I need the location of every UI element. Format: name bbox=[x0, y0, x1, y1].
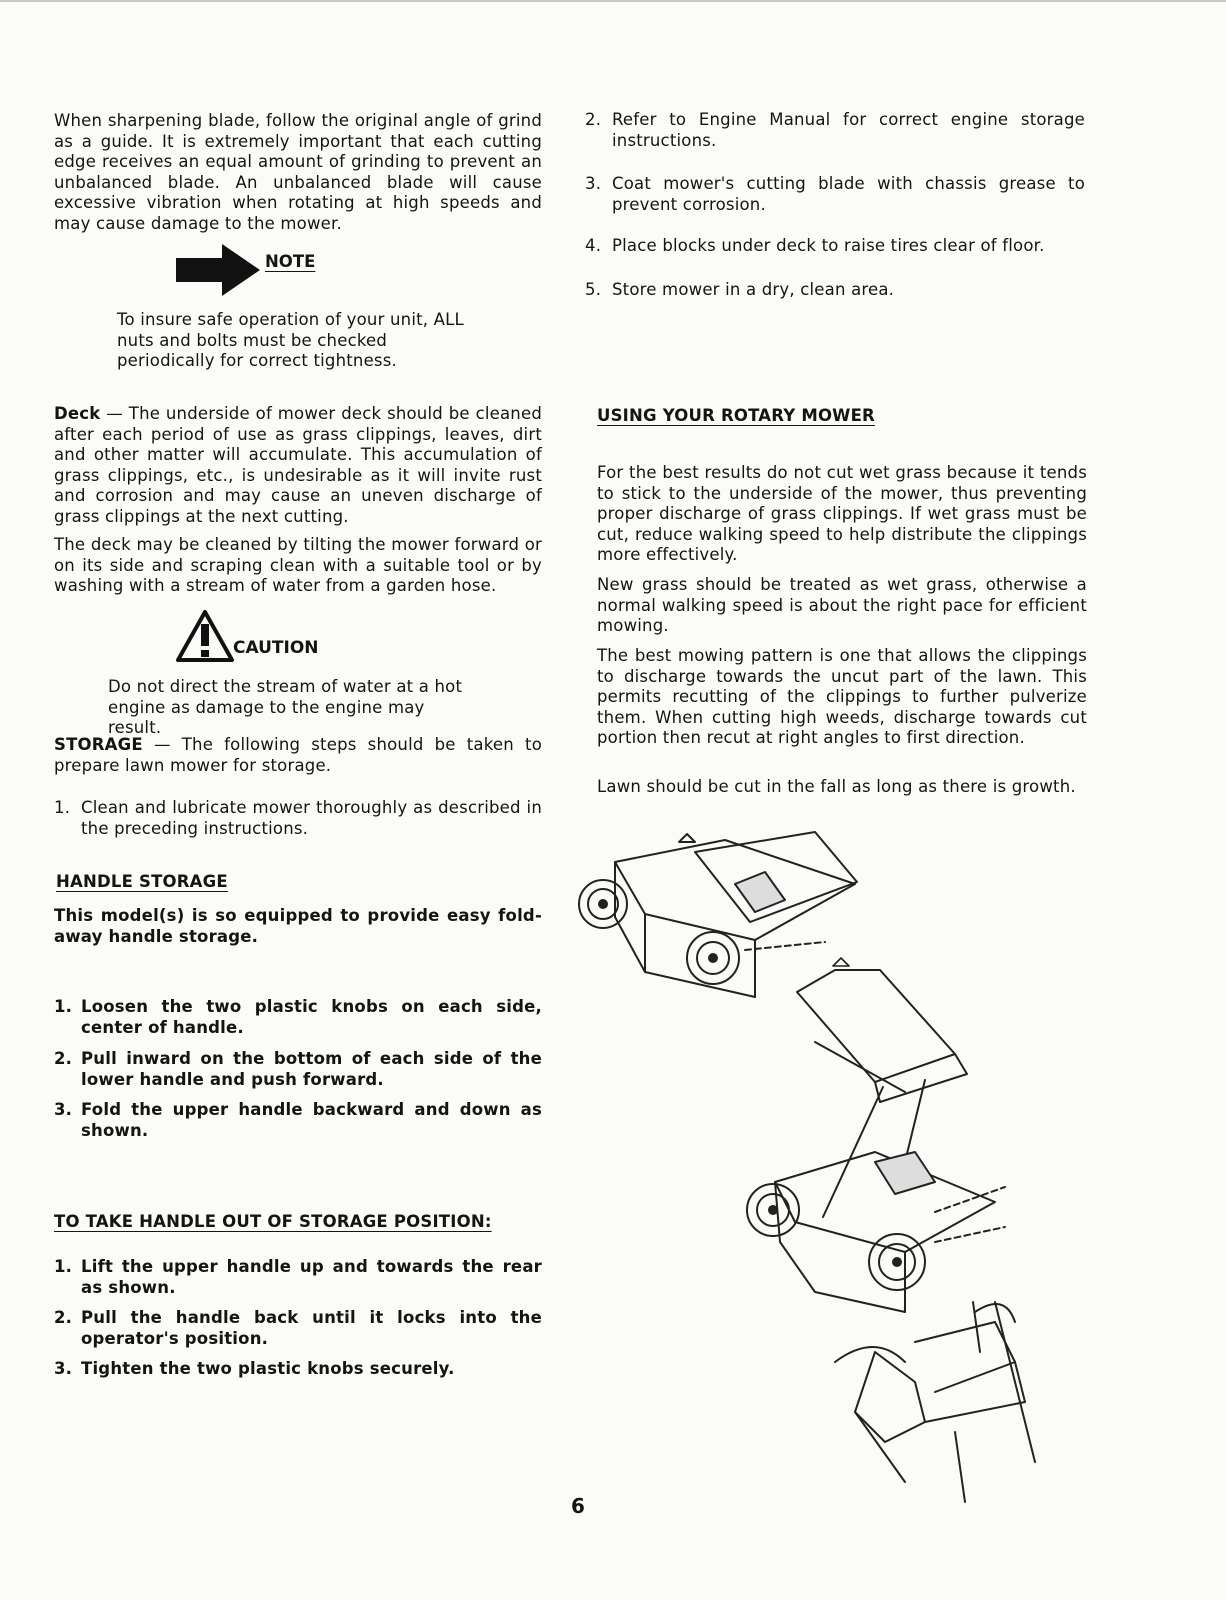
storage-step-1: 1. Clean and lubricate mower thoroughly as described in the preceding instructions. bbox=[54, 798, 542, 838]
note-text: To insure safe operation of your unit, ALL nuts and bolts must be checked periodically for correct tightness. bbox=[117, 310, 464, 370]
deck-label: Deck bbox=[54, 404, 101, 423]
using-paragraph-4: Lawn should be cut in the fall as long as there is growth. bbox=[597, 777, 1076, 796]
using-paragraph-2: New grass should be treated as wet grass, otherwise a normal walking speed is about the right pace for efficient mowing. bbox=[597, 575, 1087, 635]
sharpening-paragraph: When sharpening blade, follow the original angle of grind as a guide. It is extremely important that each cutting edge receives an equal amount of grinding to prevent an unbalanced blade. An unbalanced blade will cause excessive vibration when rotating at high speeds and may cause damage to the mower. bbox=[54, 111, 542, 233]
take-out-heading: TO TAKE HANDLE OUT OF STORAGE POSITION: bbox=[54, 1212, 492, 1231]
note-arrow-icon bbox=[176, 244, 264, 296]
handle-step: 2. Pull inward on the bottom of each side of the lower handle and push forward. bbox=[54, 1049, 542, 1089]
caution-label: CAUTION bbox=[233, 638, 319, 658]
caution-text: Do not direct the stream of water at a hot engine as damage to the engine may result. bbox=[108, 677, 463, 737]
take-out-step: 2. Pull the handle back until it locks into the operator's position. bbox=[54, 1308, 542, 1348]
raised-mower-drawing bbox=[747, 970, 1005, 1312]
take-out-step: 3. Tighten the two plastic knobs securely. bbox=[54, 1359, 455, 1378]
mower-handle-illustration bbox=[575, 822, 1095, 1502]
storage-step: 4. Place blocks under deck to raise tires clear of floor. bbox=[585, 236, 1045, 255]
handle-storage-intro: This model(s) is so equipped to provide easy fold-away handle storage. bbox=[54, 906, 542, 946]
folded-mower-drawing bbox=[579, 832, 857, 997]
hands-on-handle-drawing bbox=[835, 1302, 1035, 1502]
handle-step: 3. Fold the upper handle backward and down as shown. bbox=[54, 1100, 542, 1140]
storage-step: 3. Coat mower's cutting blade with chassis grease to prevent corrosion. bbox=[585, 174, 1085, 214]
storage-step: 5. Store mower in a dry, clean area. bbox=[585, 280, 895, 299]
storage-step: 2. Refer to Engine Manual for correct engine storage instructions. bbox=[585, 110, 1085, 150]
caution-warning-icon bbox=[176, 610, 234, 662]
storage-paragraph bbox=[54, 735, 542, 776]
storage-text: — The following steps should be taken to prepare lawn mower for storage. bbox=[54, 735, 542, 775]
deck-cleaning-paragraph: The deck may be cleaned by tilting the mower forward or on its side and scraping clean with a suitable tool or by washing with a stream of water from a garden hose. bbox=[54, 535, 542, 595]
up-arrow-icon bbox=[833, 958, 849, 966]
using-paragraph-1: For the best results do not cut wet grass because it tends to stick to the underside of the mower, thus preventing proper discharge of grass clippings. If wet grass must be cut, reduce walking speed to help distribute the clippings more effectively. bbox=[597, 463, 1087, 564]
storage-label: STORAGE bbox=[54, 735, 143, 754]
using-mower-heading: USING YOUR ROTARY MOWER bbox=[597, 406, 875, 425]
deck-paragraph bbox=[54, 404, 542, 527]
handle-storage-heading: HANDLE STORAGE bbox=[56, 872, 228, 891]
deck-text: — The underside of mower deck should be cleaned after each period of use as grass clippings, leaves, dirt and other matter will accumulate. This accumulation of grass clippings, etc., is undesirable as it will invite rust and corrosion and may cause an uneven discharge of grass clippings at the next cutting. bbox=[54, 404, 542, 526]
take-out-step: 1. Lift the upper handle up and towards the rear as shown. bbox=[54, 1257, 542, 1297]
page-top-border bbox=[0, 0, 1226, 2]
page-number: 6 bbox=[571, 1494, 585, 1518]
note-label: NOTE bbox=[265, 252, 316, 271]
using-paragraph-3: The best mowing pattern is one that allows the clippings to discharge towards the uncut part of the lawn. This permits recutting of the clippings to further pulverize them. When cutting high weeds, discharge towards cut portion then recut at right angles to first direction. bbox=[597, 646, 1087, 747]
handle-step: 1. Loosen the two plastic knobs on each side, center of handle. bbox=[54, 997, 542, 1037]
